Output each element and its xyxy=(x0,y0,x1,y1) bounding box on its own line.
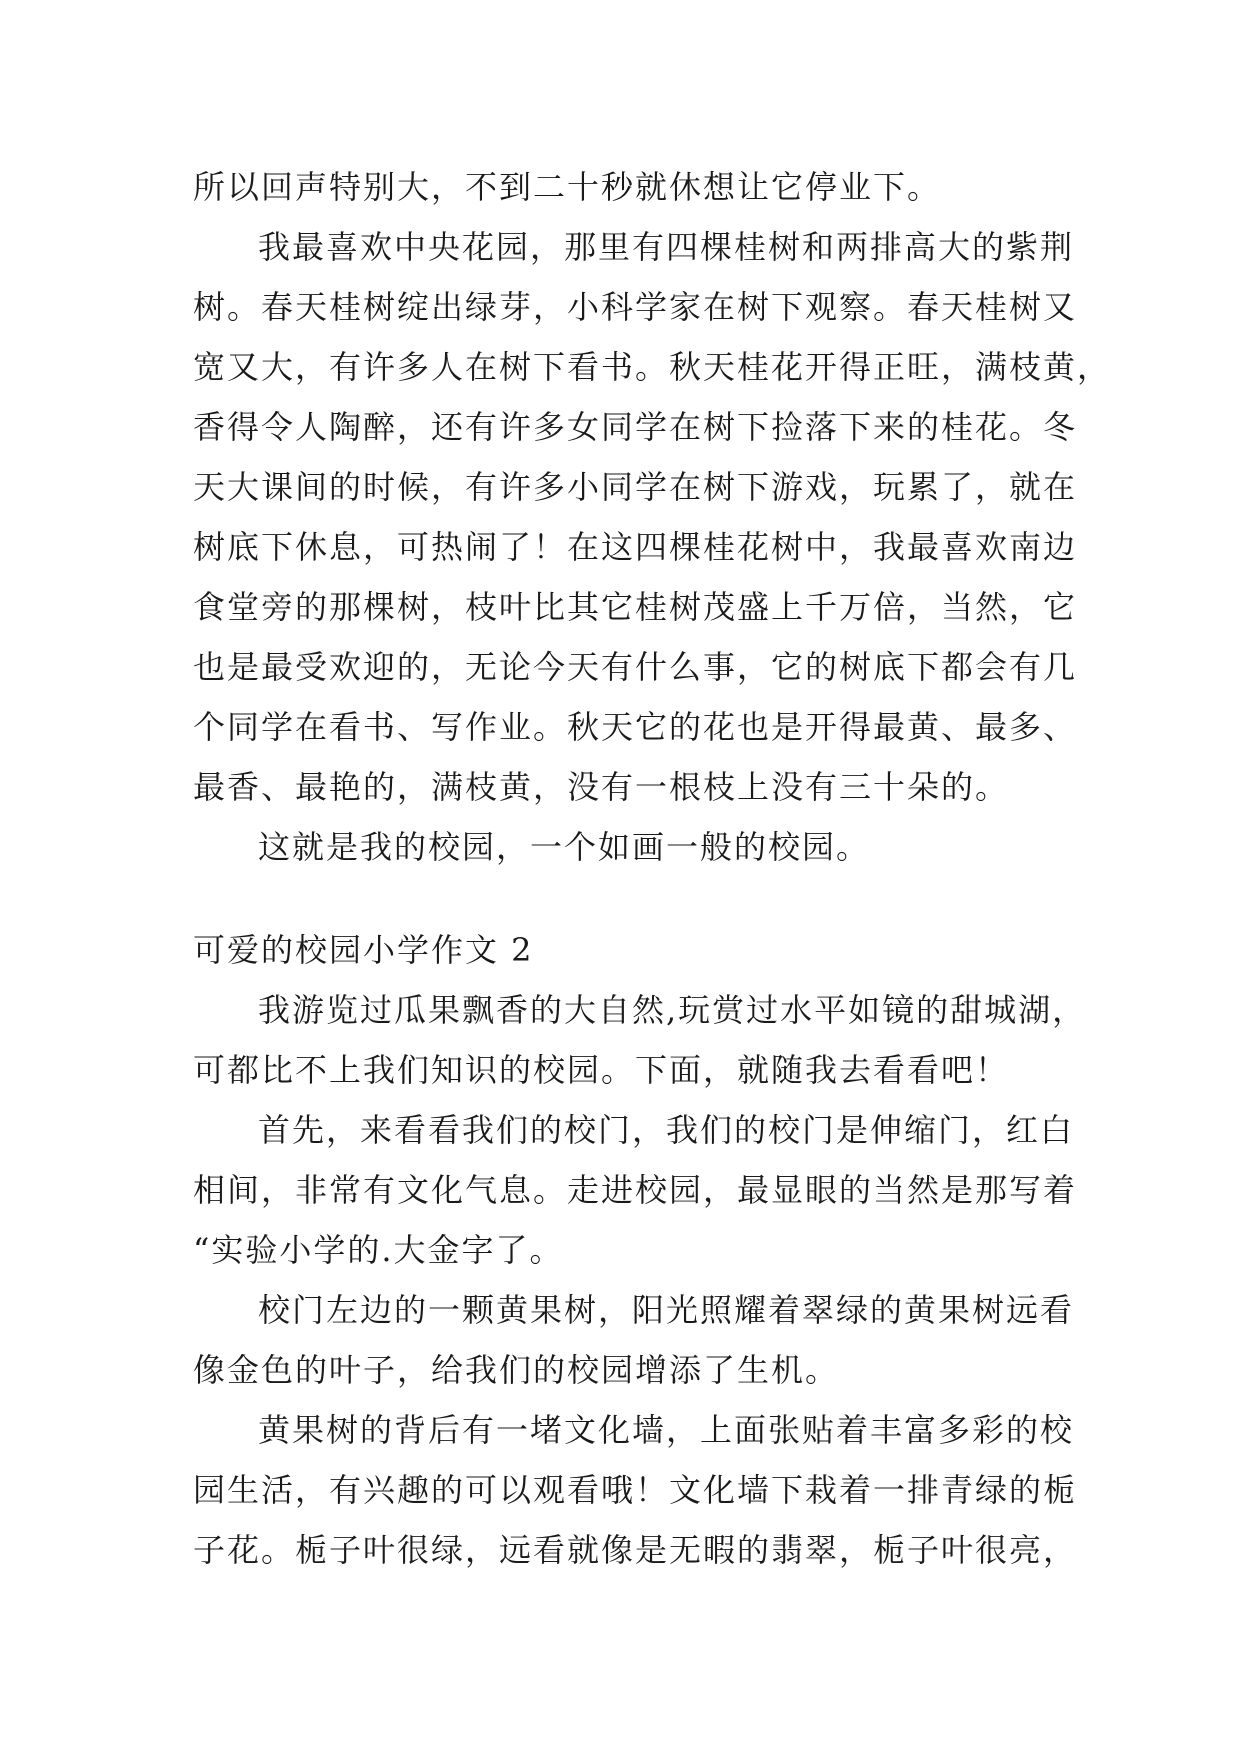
paragraph-first-line: 我最喜欢中央花园，那里有四棵桂树和两排高大的紫荆 xyxy=(258,228,1075,266)
text-line: 树底下休息，可热闹了！在这四棵桂花树中，我最喜欢南边 xyxy=(193,528,1078,566)
text-line: 食堂旁的那棵树，枝叶比其它桂树茂盛上千万倍，当然，它 xyxy=(193,588,1078,626)
text-line: 宽又大，有许多人在树下看书。秋天桂花开得正旺，满枝黄， xyxy=(193,348,1112,386)
text-line: “实验小学的.大金字了。 xyxy=(193,1231,564,1269)
text-line: 个同学在看书、写作业。秋天它的花也是开得最黄、最多、 xyxy=(193,708,1078,746)
text-line: 所以回声特别大，不到二十秒就休想让它停业下。 xyxy=(193,168,942,206)
paragraph-first-line: 我游览过瓜果飘香的大自然,玩赏过水平如镜的甜城湖， xyxy=(258,991,1087,1029)
text-line: 树。春天桂树绽出绿芽，小科学家在树下观察。春天桂树又 xyxy=(193,288,1078,326)
text-line: 可都比不上我们知识的校园。下面，就随我去看看吧！ xyxy=(193,1051,1010,1089)
paragraph-first-line: 黄果树的背后有一堵文化墙，上面张贴着丰富多彩的校 xyxy=(258,1411,1075,1449)
text-line: 子花。栀子叶很绿，远看就像是无暇的翡翠，栀子叶很亮， xyxy=(193,1531,1078,1569)
text-line: 香得令人陶醉，还有许多女同学在树下捡落下来的桂花。冬 xyxy=(193,408,1078,446)
paragraph-first-line: 首先，来看看我们的校门，我们的校门是伸缩门，红白 xyxy=(258,1111,1075,1149)
text-line: 相间，非常有文化气息。走进校园，最显眼的当然是那写着 xyxy=(193,1171,1078,1209)
section-heading: 可爱的校园小学作文 2 xyxy=(193,931,534,969)
text-line: 像金色的叶子，给我们的校园增添了生机。 xyxy=(193,1351,840,1389)
paragraph-first-line: 校门左边的一颗黄果树，阳光照耀着翠绿的黄果树远看 xyxy=(258,1291,1075,1329)
text-line: 园生活，有兴趣的可以观看哦！文化墙下栽着一排青绿的栀 xyxy=(193,1471,1078,1509)
paragraph-first-line: 这就是我的校园，一个如画一般的校园。 xyxy=(258,828,871,866)
text-line: 最香、最艳的，满枝黄，没有一根枝上没有三十朵的。 xyxy=(193,768,1010,806)
text-line: 天大课间的时候，有许多小同学在树下游戏，玩累了，就在 xyxy=(193,468,1078,506)
text-line: 也是最受欢迎的，无论今天有什么事，它的树底下都会有几 xyxy=(193,648,1078,686)
